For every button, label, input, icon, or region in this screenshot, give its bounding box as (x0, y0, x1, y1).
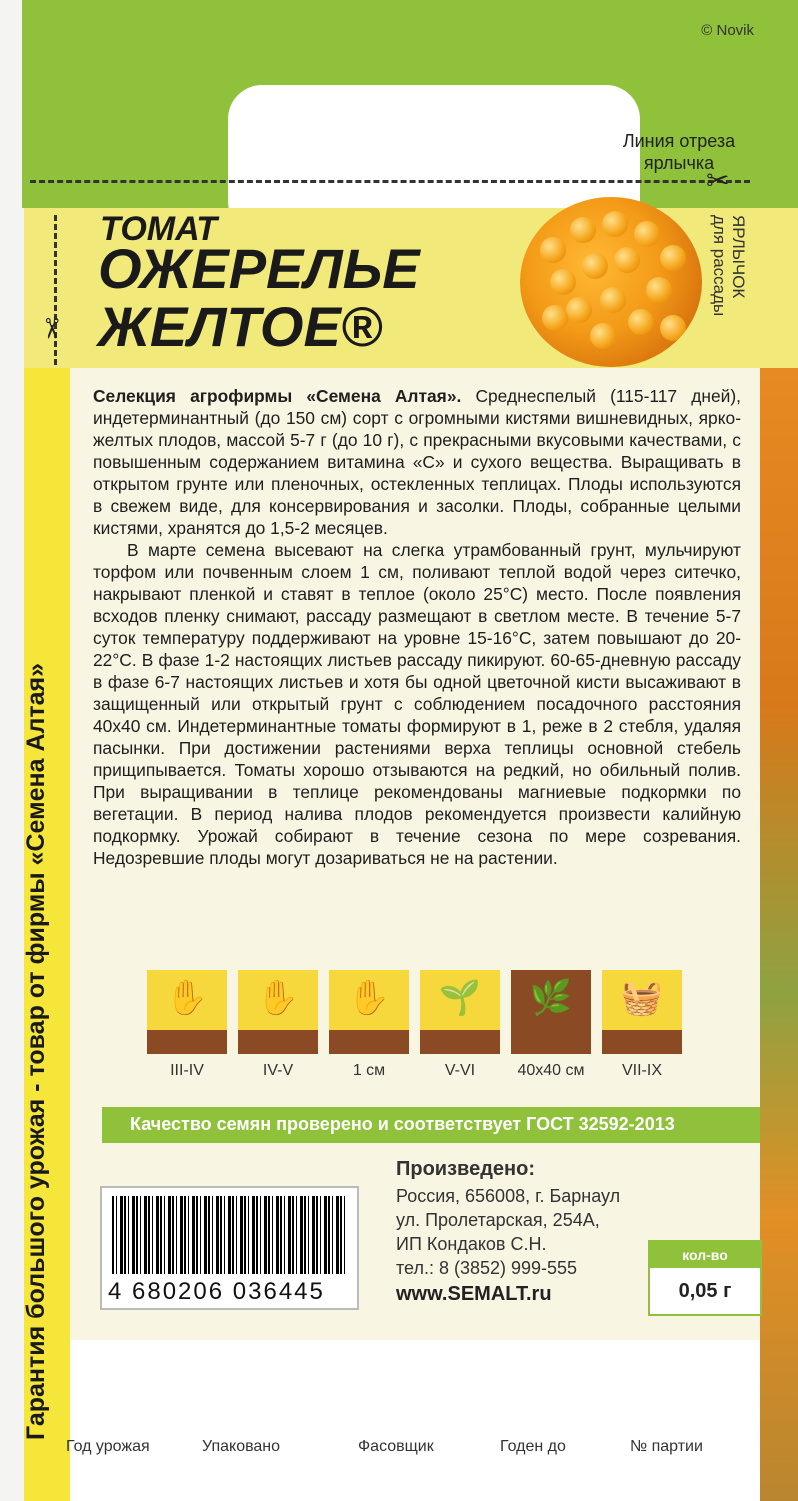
copyright: © Novik (701, 22, 754, 39)
seedling-tag-line1: ЯРЛЫЧОК (729, 215, 748, 299)
packed-label: Упаковано (202, 1438, 281, 1455)
producer-title: Произведено: (396, 1158, 535, 1180)
seedling-tag-line2: для рассады (710, 215, 729, 317)
producer-name-line: ИП Кондаков С.Н. (396, 1234, 547, 1254)
growing-icons (147, 970, 687, 1065)
side-cut-line (54, 215, 57, 365)
packer-label: Фасовщик (358, 1438, 434, 1455)
hand-sowing-pot-icon: ✋ (147, 970, 227, 1054)
stamp-area (70, 1340, 760, 1501)
variety-description: Среднеспелый (115-117 дней), индетерминантный (до 150 см) сорт с огромными кистями вишневидных, ярко-желтых плодов, массой 5-7 г (до 10 г), с прекрасными вкусовыми качествами, с повышенным содержанием витамина «С» и сухого вещества. Выращивать в открытом грунте или пленочных, остекленных теплицах. Плоды используются в свежем виде, для консервирования и засолки. Плоды, собранные целыми кистями, хранятся до 1,5-2 месяцев. (93, 386, 741, 538)
variety-name-line1: ОЖЕРЕЛЬЕ (98, 237, 420, 300)
website-link: www.SEMALT.ru (396, 1283, 552, 1305)
quantity-label: кол-во (650, 1242, 760, 1268)
description-text (93, 385, 741, 869)
description-paragraph (93, 385, 741, 539)
gost-statement: Качество семян проверено и соответствует ГОСТ 32592-2013 (130, 1114, 675, 1134)
seed-depth-label: 1 см (352, 1062, 386, 1079)
guarantee-text: Гарантия большого урожая - товар от фирмы «Семена Алтая» (22, 662, 50, 1440)
transplant-month-label: V-VI (444, 1062, 476, 1079)
harvest-year-label: Год урожая (66, 1438, 150, 1455)
harvest-basket-icon: 🧺 (602, 970, 682, 1054)
variety-name (98, 237, 420, 358)
planting-grid-icon: 🌿 (511, 970, 591, 1054)
scissors-icon: ✂ (706, 165, 730, 196)
barcode-number: 4 680206 036445 (108, 1278, 325, 1305)
producer-address-line: ул. Пролетарская, 254А, (396, 1210, 600, 1230)
crop-name: ТОМАТ (100, 210, 217, 248)
barcode (100, 1186, 359, 1310)
right-photo-strip (760, 368, 798, 1501)
sowing-month-label: III-IV (170, 1062, 204, 1079)
cut-line (30, 180, 750, 183)
seedling-month-label: IV-V (262, 1062, 294, 1079)
seedling-tag-label (708, 215, 748, 375)
producer-address-line: Россия, 656008, г. Барнаул (396, 1186, 621, 1206)
hand-sowing-seeds-icon: ✋ (238, 970, 318, 1054)
planting-spacing-label: 40х40 см (517, 1062, 585, 1079)
scissors-icon: ✂ (36, 316, 68, 341)
cut-line-label: Линия отреза ярлычка (622, 131, 736, 173)
quantity-box (648, 1240, 762, 1316)
batch-number-label: № партии (630, 1438, 703, 1455)
variety-name-line2: ЖЕЛТОЕ® (98, 295, 383, 358)
producer-phone-line: тел.: 8 (3852) 999-555 (396, 1258, 578, 1278)
quantity-value: 0,05 г (678, 1280, 732, 1302)
trowel-seedling-icon: 🌱 (420, 970, 500, 1054)
barcode-bars (112, 1196, 347, 1274)
breeder-statement: Селекция агрофирмы «Семена Алтая». (93, 386, 462, 406)
seed-depth-icon: ✋ (329, 970, 409, 1054)
growing-instructions: В марте семена высевают на слегка утрамбованный грунт, мульчируют торфом или почвенным слоем 1 см, поливают теплой водой через ситечко, накрывают пленкой и ставят в теплое (около 25°С) место. После появления всходов пленку снимают, рассаду размещают в светлом месте. В течение 5-7 суток температуру поддерживают на уровне 15-16°С, затем повышают до 20-22°С. В фазе 1-2 настоящих листьев рассаду пикируют. 60-65-дневную рассаду в фазе 6-7 настоящих листьев и хотя бы одной цветочной кисти высаживают в защищенный или открытый грунт с соблюдением посадочного расстояния 40х40 см. Индетерминантные томаты формируют в 1, реже в 2 стебля, удаляя пасынки. При достижении растениями верха теплицы основной стебель прищипывается. Томаты хорошо отзываются на редкий, но обильный полив. При выращивании в теплице рекомендованы магниевые подкормки по вегетации. В период налива плодов рекомендуется произвести калийную подкормку. Урожай собирают в течение сезона по мере созревания. Недозревшие плоды могут дозариваться не на растении. (93, 540, 741, 868)
harvest-month-label: VII-IX (621, 1062, 662, 1079)
tomato-photo (520, 197, 702, 367)
best-before-label: Годен до (500, 1438, 566, 1455)
